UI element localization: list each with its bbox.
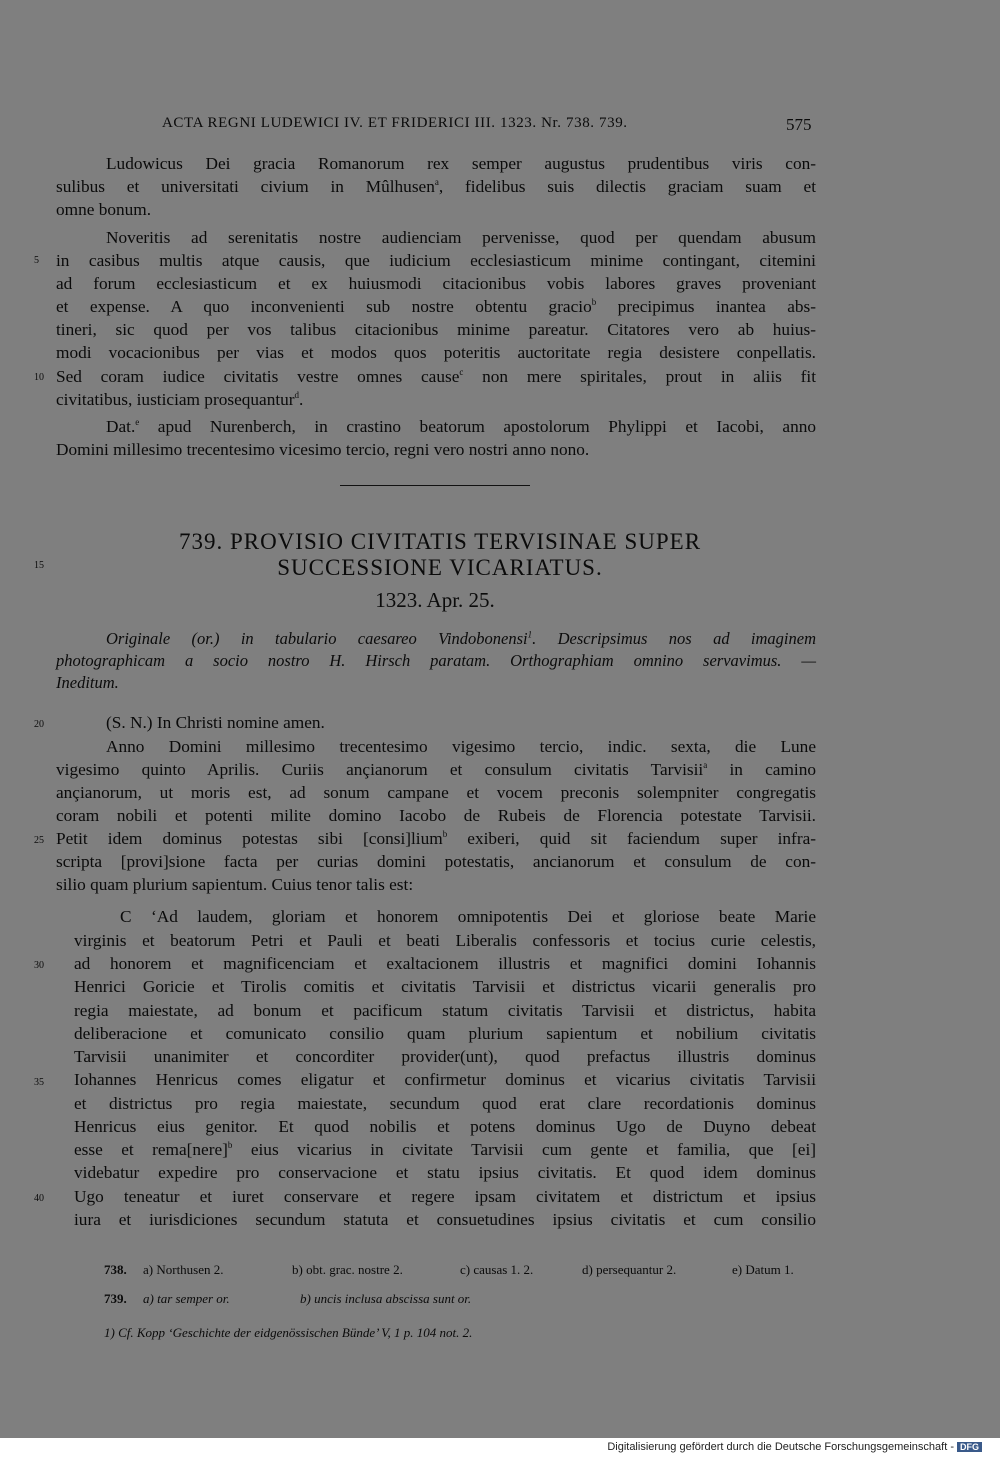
footnote-mark: e [135, 417, 140, 428]
footnote: e) Datum 1. [732, 1262, 794, 1277]
footnote-mark: b [227, 1140, 233, 1151]
footnote: d) persequantur 2. [582, 1262, 677, 1277]
text-line: ançianorum, ut moris est, ad sonum campane et vocem preconis solempniter congregatis [56, 783, 816, 802]
text-line: Petit idem dominus potestas sibi [consi]lium$^b$ exiberi, quid sit faciendum super infra- [56, 829, 816, 848]
section-divider [340, 485, 530, 486]
footnote: b) uncis inclusa abscissa sunt or. [300, 1291, 472, 1306]
text-line: in casibus multis atque causis, que iudicium ecclesiasticum minime contingant, citemini [56, 251, 816, 270]
text-line: Ludowicus Dei gracia Romanorum rex semper augustus prudentibus viris con- [106, 154, 816, 173]
text-line: omne bonum. [56, 200, 152, 219]
digitization-credit: Digitalisierung gefördert durch die Deutsche Forschungsgemeinschaft - DFG [607, 1441, 982, 1453]
footnote-mark: b [591, 297, 597, 308]
text-line: Dat.$^e$ apud Nurenberch, in crastino beatorum apostolorum Phylippi et Iacobi, anno [106, 417, 816, 436]
footnote-mark: a [703, 760, 708, 771]
text-line: silio quam plurium sapientum. Cuius tenor talis est: [56, 875, 414, 894]
text-line: coram nobili et potenti milite domino Iacobo de Rubeis de Florencia potestate Tarvisii. [56, 806, 816, 825]
running-title: ACTA REGNI LUDEWICI IV. ET FRIDERICI III. 1323. Nr. 738. 739. [162, 115, 628, 131]
text-line: Tarvisii unanimiter et concorditer provider(unt), quod prefactus illustris dominus [74, 1047, 816, 1066]
page-number: 575 [786, 115, 812, 134]
line-number: 40 [34, 1193, 44, 1204]
document-title: SUCCESSIONE VICARIATUS. [277, 555, 603, 580]
text-line: vigesimo quinto Aprilis. Curiis ançianorum et consulum civitatis Tarvisii$^a$ in camino [56, 760, 816, 779]
footnote: 1) Cf. Kopp ʻGeschichte der eidgenössischen Bünde’ V, 1 p. 104 not. 2. [104, 1325, 473, 1340]
text-line: Henrici Goricie et Tirolis comitis et civitatis Tarvisii et districtus vicarii generalis pro [74, 977, 816, 996]
text-line: Anno Domini millesimo trecentesimo vigesimo tercio, indic. sexta, die Lune [106, 737, 816, 756]
line-number: 15 [34, 560, 44, 571]
text-line: regia maiestate, ad bonum et pacificum statum civitatis Tarvisii et districtus, habita [74, 1001, 816, 1020]
text-line: Domini millesimo trecentesimo vicesimo tercio, regni vero nostri anno nono. [56, 440, 590, 459]
text-line: et expense. A quo inconvenienti sub nostre obtentu gracio$^b$ precipimus inantea abs- [56, 297, 816, 316]
text-line: civitatibus, iusticiam prosequantur$^d$. [56, 390, 304, 409]
text-line: Noveritis ad serenitatis nostre audienciam pervenisse, quod per quendam abusum [106, 228, 816, 247]
text-line: sulibus et universitati civium in Mûlhusen$^a$, fidelibus suis dilectis graciam suam et [56, 177, 816, 196]
dfg-logo: DFG [957, 1442, 982, 1452]
text-line: modi vocacionibus per vias et modos quos poteritis auctoritate regia desistere conpellatis. [56, 343, 816, 362]
text-line: deliberacione et comunicato consilio quam plurium sapientum et nobilium civitatis [74, 1024, 816, 1043]
line-number: 5 [34, 255, 39, 266]
footnote-mark: d [294, 390, 300, 401]
footnote: a) Northusen 2. [143, 1262, 224, 1277]
editorial-note: Originale (or.) in tabulario caesareo Vindobonensi$^1$. Descripsimus nos ad imaginem photographicam a socio nostro H. Hirsch paratam. Orthographiam omnino servavimus. — Ineditum. [56, 629, 816, 692]
footnote: a) tar semper or. [143, 1291, 230, 1306]
footnote-label: 738. [104, 1262, 127, 1277]
text-line: Sed coram iudice civitatis vestre omnes cause$^c$ non mere spiritales, prout in aliis fit [56, 367, 816, 386]
document-title: 739. PROVISIO CIVITATIS TERVISINAE SUPER [178, 529, 702, 554]
text-line: scripta [provi]sione facta per curias domini potestatis, ancianorum et consulum de con- [56, 852, 816, 871]
text-line: virginis et beatorum Petri et Pauli et beati Liberalis confessoris et tocius curie celestis, [74, 931, 816, 950]
footnote-mark: b [442, 829, 448, 840]
line-number: 20 [34, 719, 44, 730]
text-line: Henricus eius genitor. Et quod nobilis et potens dominus Ugo de Duyno debeat [74, 1117, 816, 1136]
footnote-mark: c [459, 367, 464, 378]
text-line: C ʻAd laudem, gloriam et honorem omnipotentis Dei et gloriose beate Marie [120, 907, 816, 926]
footnote-mark: a [434, 177, 439, 188]
footnote: c) causas 1. 2. [460, 1262, 534, 1277]
text-line: ad forum ecclesiasticum et ex huiusmodi citacionibus vobis labores graves proveniant [56, 274, 816, 293]
text-line: et districtus pro regia maiestate, secundum quod erat clare recordationis dominus [74, 1094, 816, 1113]
text-line: ad honorem et magnificenciam et exaltacionem illustris et magnifici domini Iohannis [74, 954, 816, 973]
document-date: 1323. Apr. 25. [375, 588, 495, 612]
line-number: 35 [34, 1077, 44, 1088]
text-line: tineri, sic quod per vos talibus citacionibus minime pareatur. Citatores vero ab huius- [56, 320, 816, 339]
footnote-label: 739. [104, 1291, 127, 1306]
line-number: 25 [34, 835, 44, 846]
text-line: Iohannes Henricus comes eligatur et confirmetur dominus et vicarius civitatis Tarvisii [74, 1070, 816, 1089]
text-line: iura et iurisdiciones secundum statuta et consuetudines ipsius civitatis et cum consilio [74, 1210, 816, 1229]
line-number: 30 [34, 960, 44, 971]
text-line: videbatur expedire pro conservacione et statu ipsius civitatis. Et quod idem dominus [74, 1163, 816, 1182]
line-number: 10 [34, 372, 44, 383]
text-line: (S. N.) In Christi nomine amen. [106, 713, 325, 732]
text-line: Ugo teneatur et iuret conservare et regere ipsam civitatem et districtum et ipsius [74, 1187, 816, 1206]
text-line: esse et rema[nere]$^b$ eius vicarius in civitate Tarvisii cum gente et familia, que [ei] [74, 1140, 817, 1159]
footnote: b) obt. grac. nostre 2. [292, 1262, 403, 1277]
